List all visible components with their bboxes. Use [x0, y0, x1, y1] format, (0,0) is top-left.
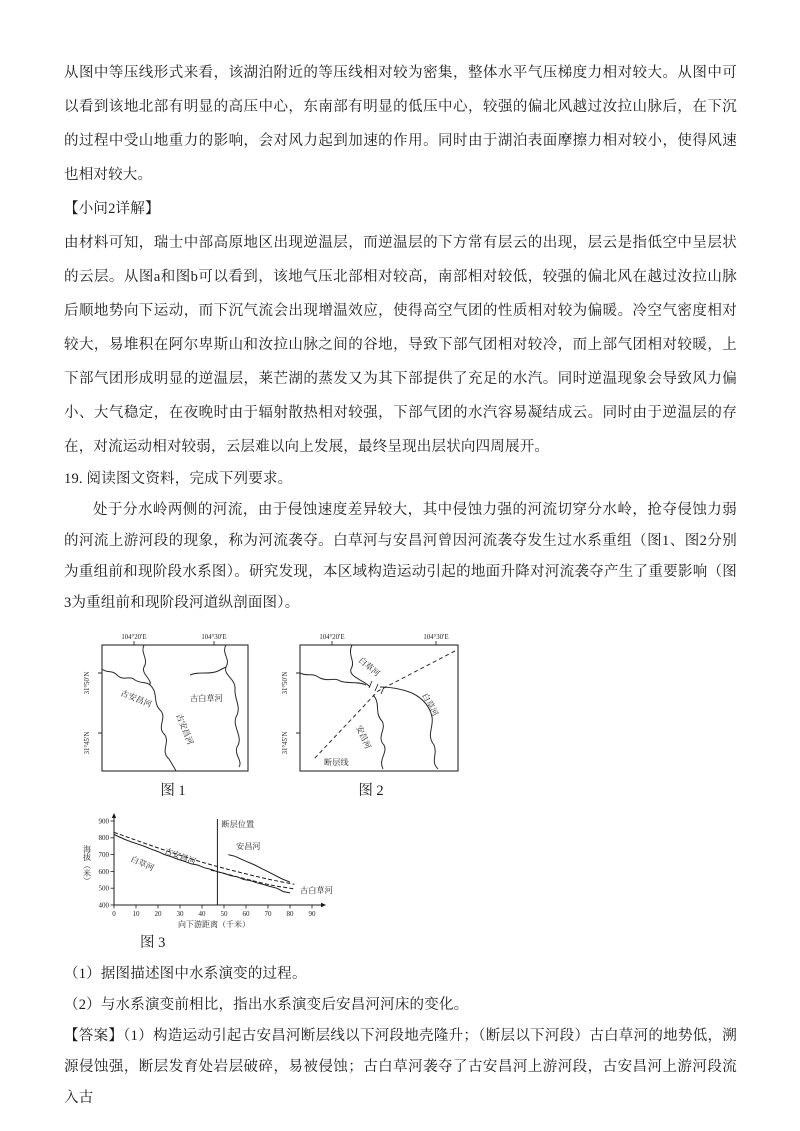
- river-gu-baicao-main: [225, 645, 240, 767]
- question-19-title: 19. 阅读图文资料，完成下列要求。: [64, 471, 293, 487]
- y-axis-title: 海拔（米）: [82, 845, 92, 885]
- figure2-map: [276, 629, 466, 779]
- lat-label-bottom: 31°45′N: [84, 731, 91, 755]
- question-19-intro: 处于分水岭两侧的河流，由于侵蚀速度差异较大，其中侵蚀力强的河流切穿分水岭，抢夺侵蚀力弱的河流上游河段的现象，称为河流袭夺。白草河与安昌河曾因河流袭夺发生过水系重组（图1、图2分别为重组前和现阶段水系图）。研究发现，本区域构造运动引起的地面升降对河流袭夺产生了重要影响（图3为重组前和现阶段河道纵剖面图）。: [64, 502, 737, 611]
- svg-text:0: 0: [112, 910, 116, 918]
- figure3-block: [78, 809, 737, 953]
- figure2-block: [276, 629, 466, 801]
- river-label-gu-baicao: 古白草河: [190, 694, 223, 703]
- svg-text:50: 50: [220, 910, 228, 918]
- lon-label-left: 104°20′E: [121, 634, 147, 641]
- series-label-baicao: 白草河: [129, 854, 156, 873]
- figure1-map: [78, 629, 268, 779]
- lat-label-bottom: 31°45′N: [282, 731, 289, 755]
- river-label-gu-anchang-main: 古安昌河: [174, 712, 195, 747]
- river-label-baicao-east: 白草河: [420, 691, 440, 718]
- lat-label-top: 31°50′N: [84, 671, 91, 695]
- question-1: （1）据图描述图中水系演变的过程。: [64, 966, 307, 982]
- svg-text:700: 700: [98, 851, 109, 859]
- lon-label-right: 104°30′E: [201, 634, 227, 641]
- map-border-ticks: [98, 641, 214, 733]
- svg-text:400: 400: [98, 901, 109, 910]
- svg-text:800: 800: [98, 834, 109, 843]
- svg-text:500: 500: [98, 884, 109, 893]
- series-label-gu-anchang: 古安昌河: [163, 846, 198, 867]
- chart-ticks: [99, 817, 317, 918]
- river-gu-anchang-north-branch: [143, 645, 150, 685]
- river-anchang: [373, 695, 385, 769]
- lon-label-left: 104°20′E: [319, 634, 345, 641]
- svg-text:900: 900: [98, 817, 109, 826]
- river-label-baicao-north: 白草河: [356, 655, 382, 679]
- svg-text:70: 70: [264, 910, 272, 918]
- svg-text:600: 600: [98, 867, 109, 876]
- figure2-caption: 图 2: [358, 783, 384, 799]
- svg-text:40: 40: [198, 910, 206, 918]
- river-label-gu-anchang-west: 古安昌河: [119, 688, 154, 710]
- figure1-caption: 图 1: [160, 783, 186, 799]
- figure3-caption: 图 3: [140, 935, 166, 951]
- river-label-anchang: 安昌河: [354, 724, 373, 751]
- maps-row: [78, 629, 737, 801]
- river-gu-baicao-west-branch: [190, 667, 226, 675]
- river-baicao-west-branch: [300, 673, 366, 685]
- x-axis-title: 向下游距离（千米）: [178, 920, 250, 929]
- series-label-gu-baicao: 古白草河: [300, 886, 333, 895]
- river-gu-anchang-west: [102, 669, 150, 685]
- svg-text:80: 80: [286, 910, 294, 918]
- svg-text:10: 10: [132, 910, 140, 918]
- map-frame: [102, 645, 248, 771]
- figure1-block: [78, 629, 268, 801]
- fault-position-label: 断层位置: [221, 820, 255, 829]
- lat-label-top: 31°50′N: [282, 671, 289, 695]
- answer-paragraph: 【答案】（1）构造运动引起古安昌河断层线以下河段地壳隆升；（断层以下河段）古白草河的地势低，溯源侵蚀强，断层发育处岩层破碎，易被侵蚀；古白草河袭夺了古安昌河上游河段，古安昌河上游河段流入古: [64, 1028, 737, 1106]
- fault-line-label: 断层线: [324, 758, 349, 767]
- paragraph-analysis-1: 从图中等压线形式来看，该湖泊附近的等压线相对较为密集，整体水平气压梯度力相对较大。从图中可以看到该地北部有明显的高压中心，东南部有明显的低压中心，较强的偏北风越过汝拉山脉后，在下沉的过程中受山地重力的影响，会对风力起到加速的作用。同时由于湖泊表面摩擦力相对较小，使得风速也相对较大。: [64, 65, 737, 183]
- river-gu-anchang-main: [150, 685, 176, 771]
- series-label-anchang: 安昌河: [236, 842, 261, 851]
- svg-text:20: 20: [154, 910, 162, 918]
- figures-block: [78, 629, 737, 953]
- question-2: （2）与水系演变前相比，指出水系演变后安昌河河床的变化。: [64, 997, 469, 1013]
- paragraph-analysis-2: 由材料可知，瑞士中部高原地区出现逆温层，而逆温层的下方常有层云的出现，层云是指低空中呈层状的云层。从图a和图b可以看到，该地气压北部相对较高，南部相对较低，较强的偏北风在越过汝拉山脉后顺地势向下运动，而下沉气流会出现增温效应，使得高空气团的性质相对较为偏暖。冷空气密度相对较大，易堆积在阿尔卑斯山和汝拉山脉之间的谷地，导致下部气团相对较冷，而上部气团相对较暖，上下部气团形成明显的逆温层，莱芒湖的蒸发又为其下部提供了充足的水汽。同时逆温现象会导致风力偏小、大气稳定，在夜晚时由于辐射散热相对较强，下部气团的水汽容易凝结成云。同时由于逆温层的存在，对流运动相对较弱，云层难以向上发展，最终呈现出层状向四周展开。: [64, 235, 737, 455]
- section-heading-subq2: 【小问2详解】: [64, 201, 160, 217]
- svg-text:60: 60: [242, 910, 250, 918]
- svg-text:90: 90: [308, 910, 316, 918]
- svg-text:30: 30: [176, 910, 184, 918]
- profile-chart: [78, 809, 368, 931]
- lon-label-right: 104°30′E: [423, 634, 449, 641]
- map-border-ticks: [296, 641, 436, 733]
